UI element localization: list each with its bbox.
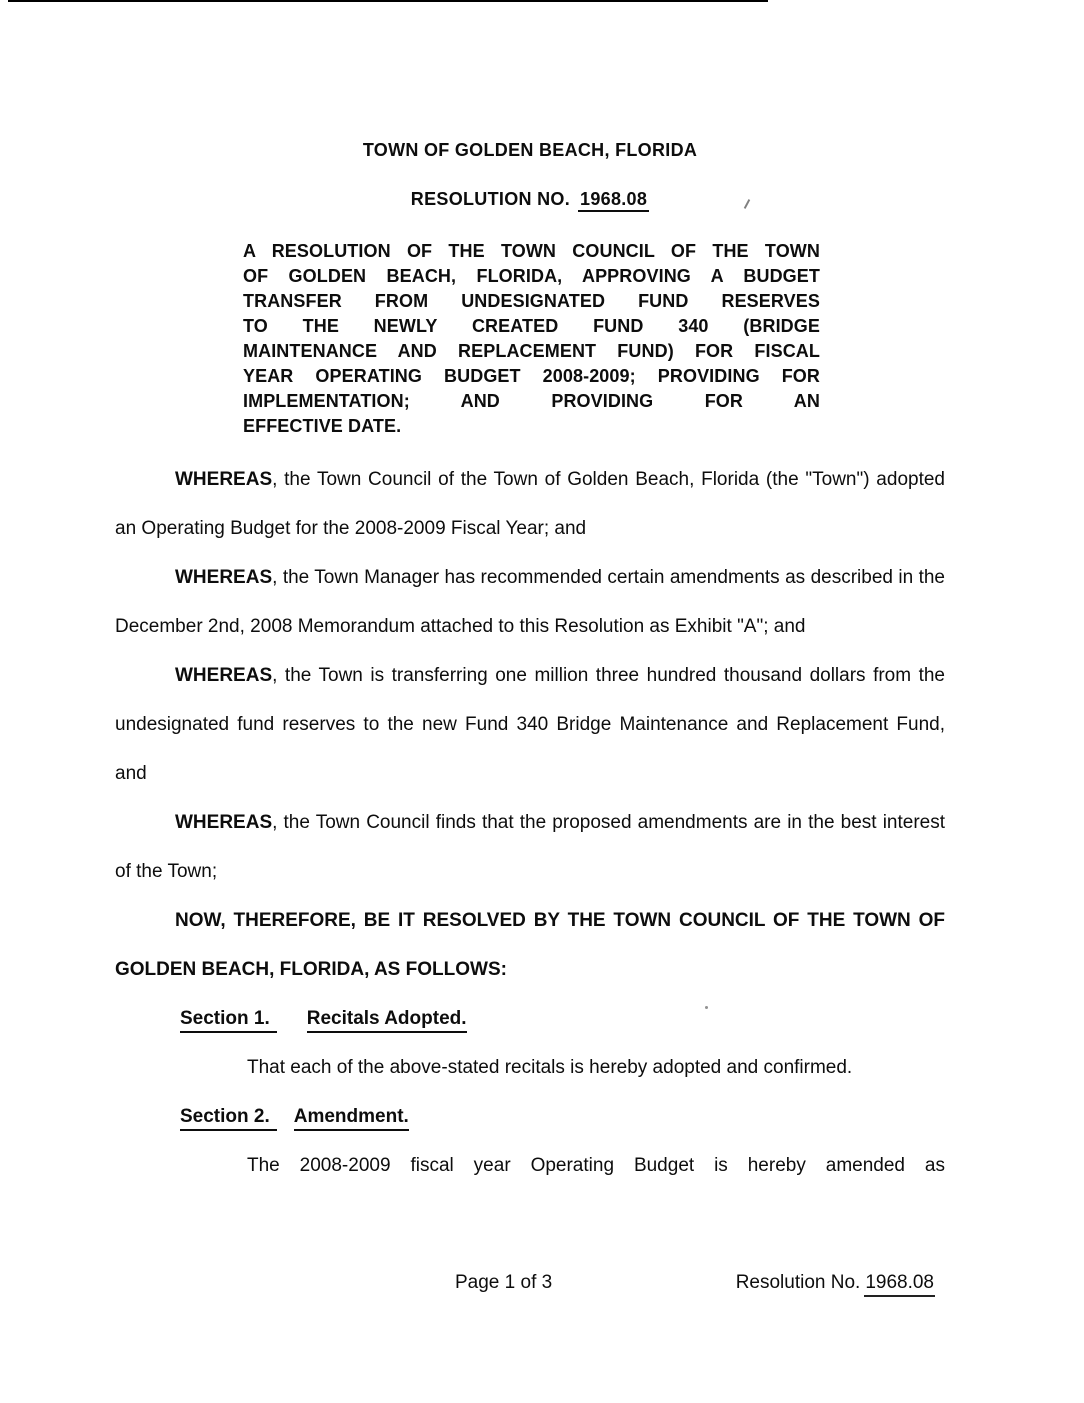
whereas-text: , the Town Manager has recommended certain amendments as described in the December 2nd, 2008 Memorandum attached to this Resolution as Exhibit "A"; and xyxy=(115,566,945,637)
whereas-text: , the Town is transferring one million three hundred thousand dollars from the undesignated fund reserves to the new Fund 340 Bridge Maintenance and Replacement Fund, and xyxy=(115,664,945,784)
footer-page-indicator: Page 1 of 3 xyxy=(455,1272,553,1293)
whereas-lead: WHEREAS xyxy=(175,566,273,588)
summary-line: OF GOLDEN BEACH, FLORIDA, APPROVING A BUDGET xyxy=(243,265,820,286)
summary-line: TRANSFER FROM UNDESIGNATED FUND RESERVES xyxy=(243,290,820,311)
section-2-number: Section 2. xyxy=(180,1106,277,1131)
footer-resolution-reference xyxy=(736,1272,935,1297)
document-content xyxy=(0,140,1084,1190)
section-2-body: The 2008-2009 fiscal year Operating Budget is hereby amended as xyxy=(247,1154,945,1176)
section-1-body: That each of the above-stated recitals is hereby adopted and confirmed. xyxy=(247,1056,853,1078)
whereas-text: , the Town Council of the Town of Golden Beach, Florida (the "Town") adopted an Operating Budget for the 2008-2009 Fiscal Year; and xyxy=(115,468,945,539)
whereas-clause-4 xyxy=(115,798,945,896)
section-2-title: Amendment. xyxy=(294,1106,409,1131)
summary-line: TO THE NEWLY CREATED FUND 340 (BRIDGE xyxy=(243,315,820,336)
footer-resolution-label: Resolution No. xyxy=(735,1272,861,1293)
scan-artifact-top-line xyxy=(8,0,768,2)
scan-artifact-dot xyxy=(705,1006,708,1009)
whereas-text: , the Town Council finds that the proposed amendments are in the best interest of the Town; xyxy=(115,811,945,882)
whereas-clause-3 xyxy=(115,651,945,798)
whereas-lead: WHEREAS xyxy=(175,468,273,490)
section-1-title: Recitals Adopted. xyxy=(307,1008,467,1033)
whereas-lead: WHEREAS xyxy=(175,811,273,833)
resolution-body xyxy=(115,455,945,1190)
resolution-label: RESOLUTION NO. xyxy=(410,189,571,209)
summary-line: YEAR OPERATING BUDGET 2008-2009; PROVIDING FOR xyxy=(243,365,820,386)
summary-line: MAINTENANCE AND REPLACEMENT FUND) FOR FISCAL xyxy=(243,340,820,361)
whereas-clause-1 xyxy=(115,455,945,553)
document-title: TOWN OF GOLDEN BEACH, FLORIDA xyxy=(362,140,698,160)
summary-line: EFFECTIVE DATE. xyxy=(243,415,402,436)
section-1-number: Section 1. xyxy=(180,1008,277,1033)
resolution-summary-block xyxy=(243,239,820,439)
summary-line: IMPLEMENTATION; AND PROVIDING FOR AN xyxy=(243,390,820,411)
whereas-clause-2 xyxy=(115,553,945,651)
resolved-clause: NOW, THEREFORE, BE IT RESOLVED BY THE TOWN COUNCIL OF THE TOWN OF GOLDEN BEACH, FLORIDA, AS FOLLOWS: xyxy=(115,909,945,980)
footer-resolution-number: 1968.08 xyxy=(864,1273,935,1297)
section-1-heading xyxy=(115,994,945,1043)
section-2-heading xyxy=(115,1092,945,1141)
summary-line: A RESOLUTION OF THE TOWN COUNCIL OF THE TOWN xyxy=(243,240,820,261)
resolution-number-line xyxy=(115,189,945,212)
whereas-lead: WHEREAS xyxy=(175,664,273,686)
resolution-number: 1968.08 xyxy=(578,190,649,212)
